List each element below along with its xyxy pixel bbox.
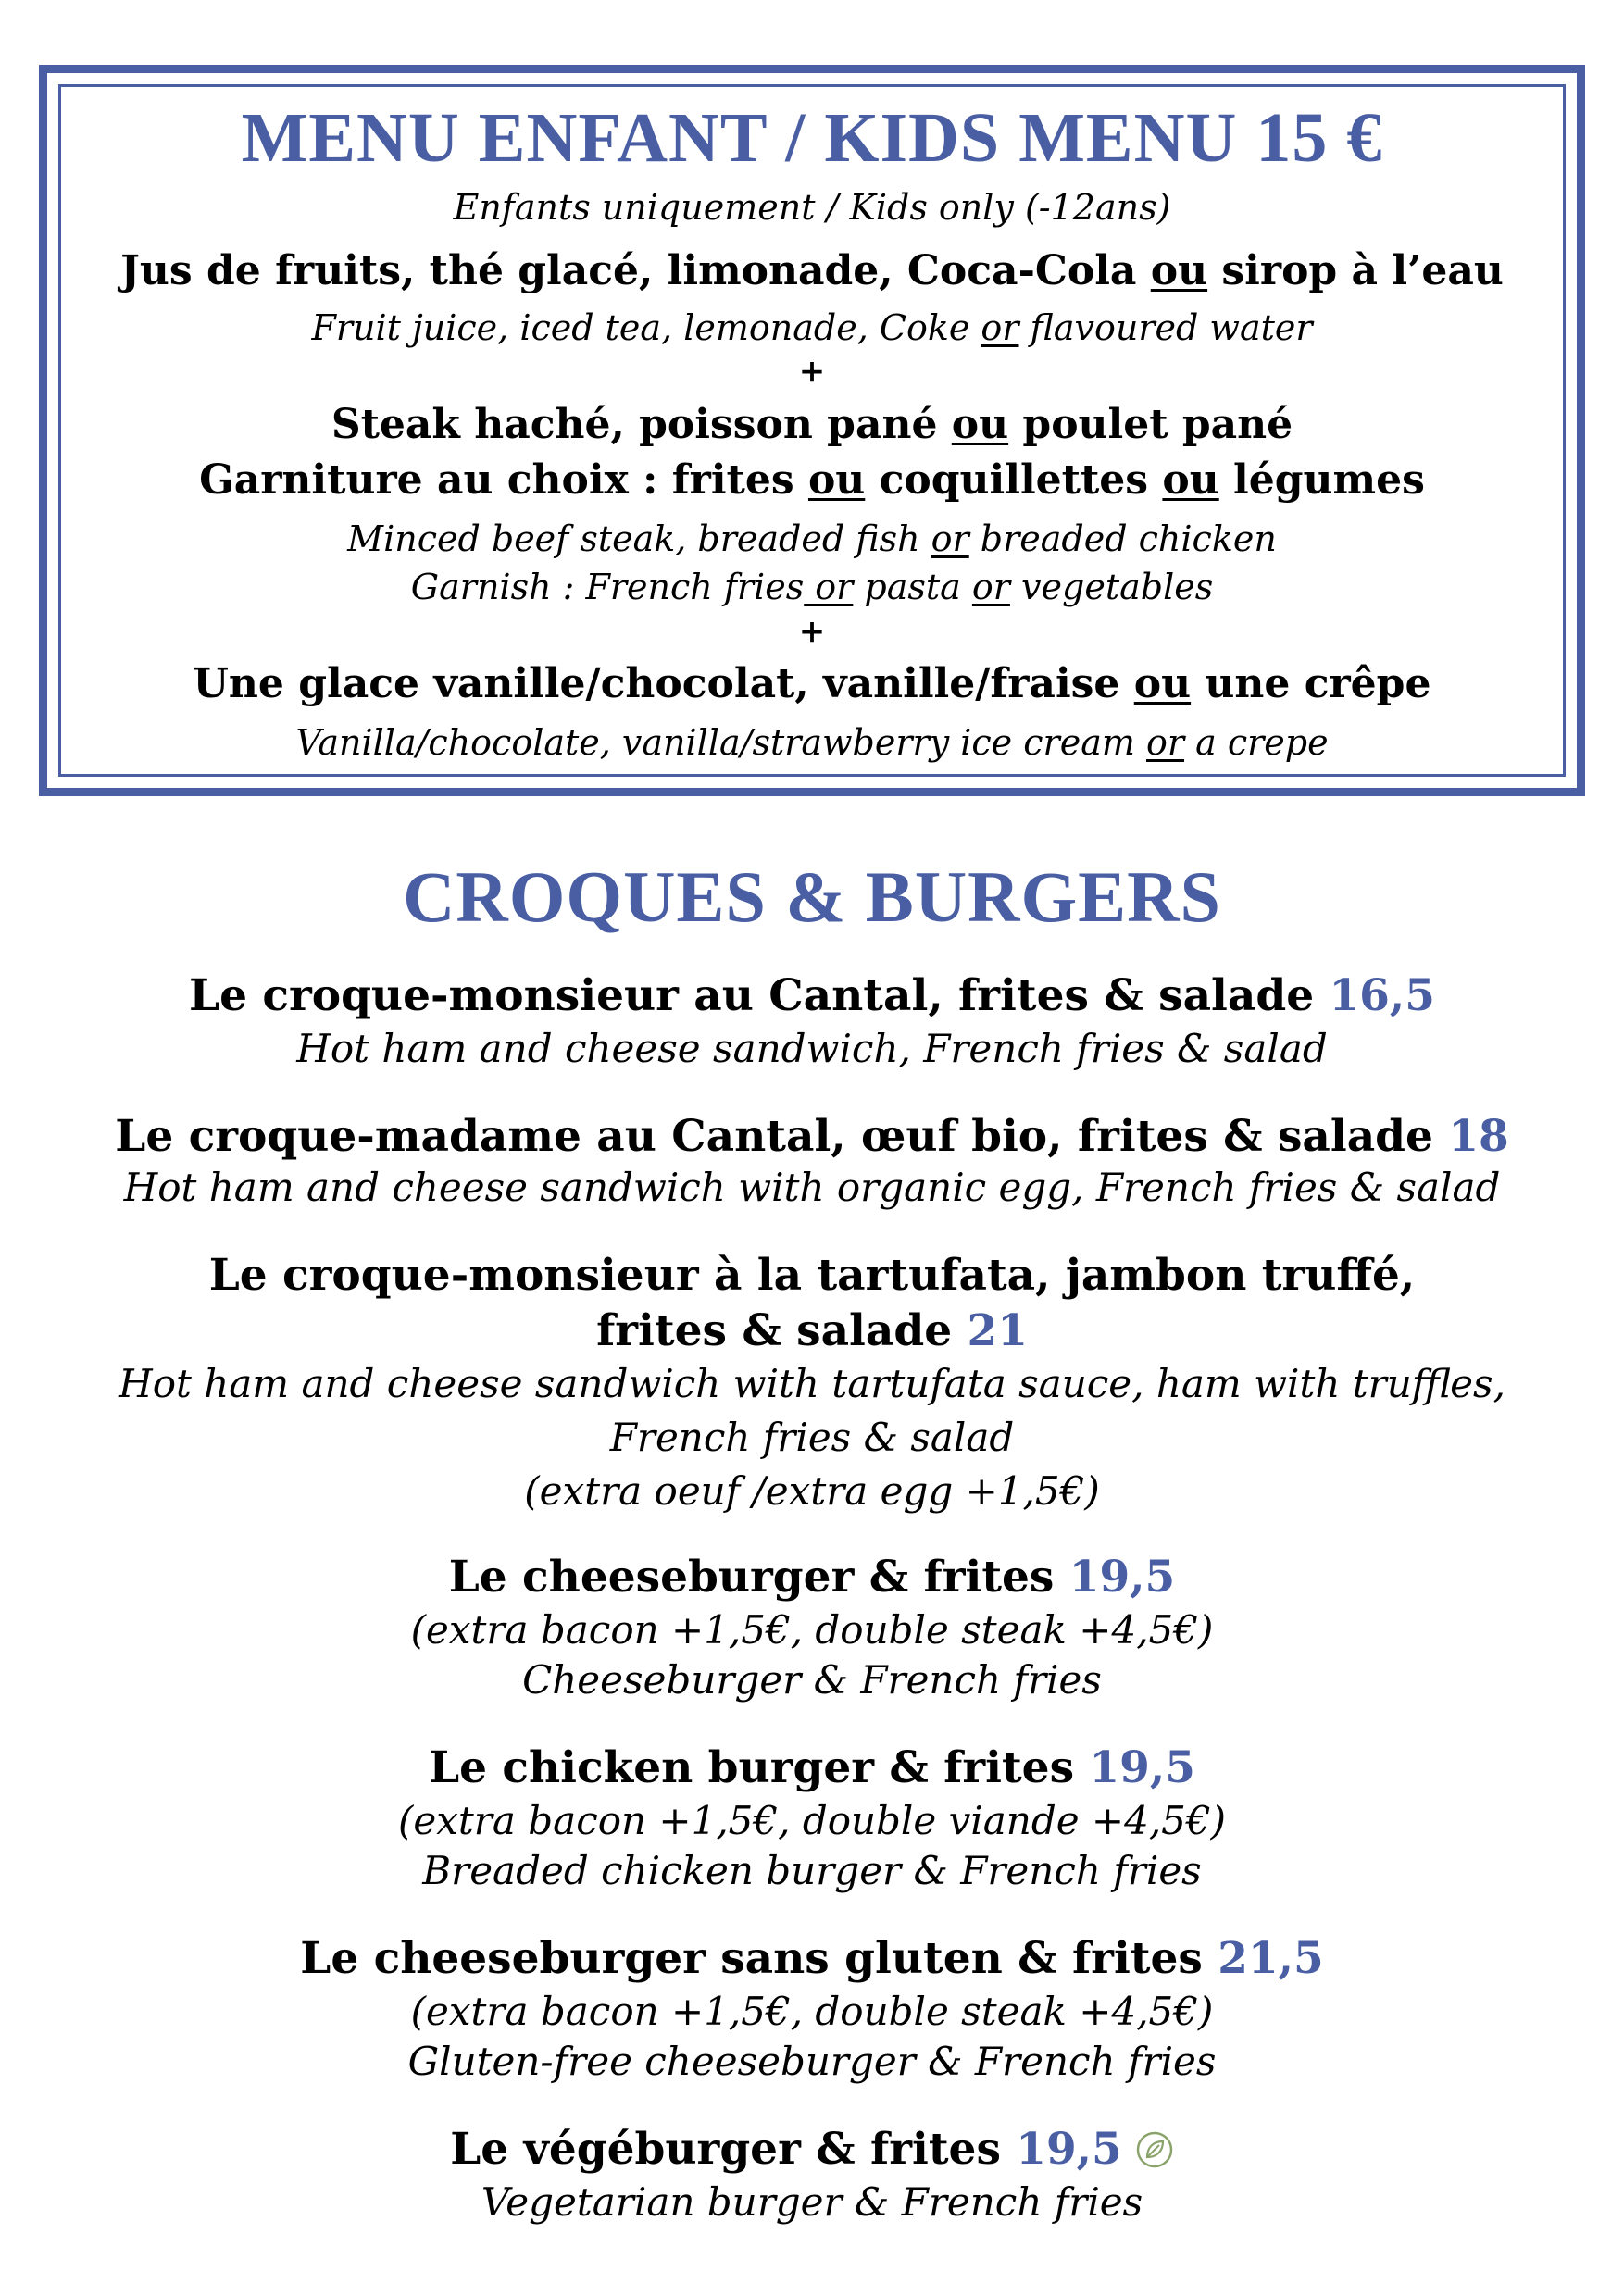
kids-drinks-en-part: flavoured water (1018, 307, 1313, 348)
dish-description: Gluten-free cheeseburger & French fries (407, 2039, 1217, 2084)
dish-price: 18 (1448, 1111, 1509, 1162)
kids-plus-separator: + (798, 613, 826, 650)
kids-garnish-fr-part: Garniture au choix : frites (199, 456, 808, 504)
kids-main-en-part: Minced beef steak, breaded fish (347, 518, 931, 559)
dish-name: frites & salade (596, 1305, 968, 1356)
kids-dessert-fr-part: une crêpe (1191, 660, 1431, 707)
kids-menu-box (39, 65, 1585, 796)
kids-dessert-fr (47, 660, 1577, 707)
dish-description: Cheeseburger & French fries (522, 1657, 1102, 1703)
dish-description: Vegetarian burger & French fries (481, 2179, 1143, 2225)
dish-extra-note: (extra bacon +1,5€, double steak +4,5€) (410, 1607, 1214, 1653)
dish-croque-monsieur-cantal (0, 970, 1624, 1021)
dish-chicken-burger (0, 1742, 1624, 1793)
dish-price: 19,5 (1089, 1742, 1195, 1793)
kids-garnish-fr-part: coquillettes (865, 456, 1163, 504)
kids-main-en-or: or (931, 518, 969, 559)
kids-drinks-fr-part: sirop à l’eau (1207, 247, 1504, 294)
kids-dessert-en-part: Vanilla/chocolate, vanilla/strawberry ice cream (295, 722, 1146, 763)
kids-drinks-fr-or: ou (1150, 247, 1208, 294)
dish-price: 16,5 (1329, 970, 1435, 1021)
kids-drinks-fr-part: Jus de fruits, thé glacé, limonade, Coca-Cola (120, 247, 1151, 294)
kids-main-en (47, 518, 1577, 559)
dish-description: Breaded chicken burger & French fries (422, 1848, 1202, 1893)
kids-drinks-fr (47, 247, 1577, 294)
dish-cheeseburger (0, 1552, 1624, 1603)
kids-dessert-en-part: a crepe (1184, 722, 1329, 763)
dish-price: 19,5 (1016, 2124, 1122, 2175)
kids-menu-subtitle: Enfants uniquement / Kids only (-12ans) (453, 187, 1171, 228)
kids-main-en-part: breaded chicken (968, 518, 1277, 559)
kids-dessert-fr-or: ou (1133, 660, 1192, 707)
dish-extra-note: (extra oeuf /extra egg +1,5€) (524, 1468, 1100, 1514)
dish-name: Le croque-madame au Cantal, œuf bio, frites & salade (115, 1111, 1449, 1162)
kids-dessert-en-or: or (1145, 722, 1185, 763)
kids-garnish-fr-or: ou (807, 456, 866, 504)
vegetarian-leaf-icon (1135, 2130, 1174, 2169)
dish-description: Hot ham and cheese sandwich with organic egg, French fries & salad (123, 1165, 1501, 1210)
dish-name: Le croque-monsieur à la tartufata, jambon truffé, (208, 1250, 1416, 1301)
dish-cheeseburger-gluten-free (0, 1933, 1624, 1984)
kids-plus-separator: + (798, 353, 826, 390)
kids-garnish-fr-part: légumes (1218, 456, 1425, 504)
kids-dessert-fr-part: Une glace vanille/chocolat, vanille/fraise (193, 660, 1134, 707)
kids-garnish-en-part: vegetables (1009, 567, 1214, 607)
kids-drinks-en-or: or (981, 307, 1019, 348)
kids-main-fr-part: Steak haché, poisson pané (331, 401, 952, 448)
kids-main-fr-or: ou (951, 401, 1009, 448)
dish-extra-note: (extra bacon +1,5€, double steak +4,5€) (410, 1989, 1214, 2034)
dish-extra-note: (extra bacon +1,5€, double viande +4,5€) (398, 1798, 1226, 1843)
kids-garnish-en (47, 569, 1577, 605)
dish-price: 21,5 (1218, 1933, 1324, 1984)
kids-dessert-en (47, 722, 1577, 763)
dish-name: Le chicken burger & frites (429, 1742, 1090, 1793)
kids-garnish-en-part: pasta (853, 567, 972, 607)
dish-vegeburger (0, 2124, 1624, 2175)
kids-menu-title: MENU ENFANT / KIDS MENU 15 € (241, 99, 1383, 177)
dish-croque-madame-cantal (0, 1111, 1624, 1162)
kids-garnish-fr-or: ou (1162, 456, 1219, 504)
dish-name: Le croque-monsieur au Cantal, frites & salade (189, 970, 1330, 1021)
kids-garnish-en-or: or (971, 567, 1010, 607)
kids-drinks-en-part: Fruit juice, iced tea, lemonade, Coke (311, 307, 981, 348)
dish-price: 21 (967, 1305, 1028, 1356)
dish-price: 19,5 (1068, 1552, 1176, 1603)
kids-main-fr (47, 401, 1577, 448)
dish-croque-monsieur-tartufata-line2 (0, 1305, 1624, 1356)
kids-garnish-en-or: or (804, 567, 854, 607)
dish-description: Hot ham and cheese sandwich with tartufata sauce, ham with truffles, (119, 1361, 1505, 1406)
dish-name: Le cheeseburger & frites (448, 1552, 1069, 1603)
kids-garnish-fr (47, 456, 1577, 504)
dish-description: Hot ham and cheese sandwich, French fries & salad (296, 1026, 1328, 1071)
croques-burgers-title: CROQUES & BURGERS (403, 856, 1221, 937)
dish-name: Le cheeseburger sans gluten & frites (300, 1933, 1218, 1984)
kids-main-fr-part: poulet pané (1008, 401, 1293, 448)
dish-description: French fries & salad (609, 1415, 1015, 1460)
kids-garnish-en-part: Garnish : French fries (410, 567, 805, 607)
dish-croque-monsieur-tartufata (0, 1250, 1624, 1301)
kids-drinks-en (47, 307, 1577, 348)
dish-name: Le végéburger & frites (450, 2124, 1017, 2175)
